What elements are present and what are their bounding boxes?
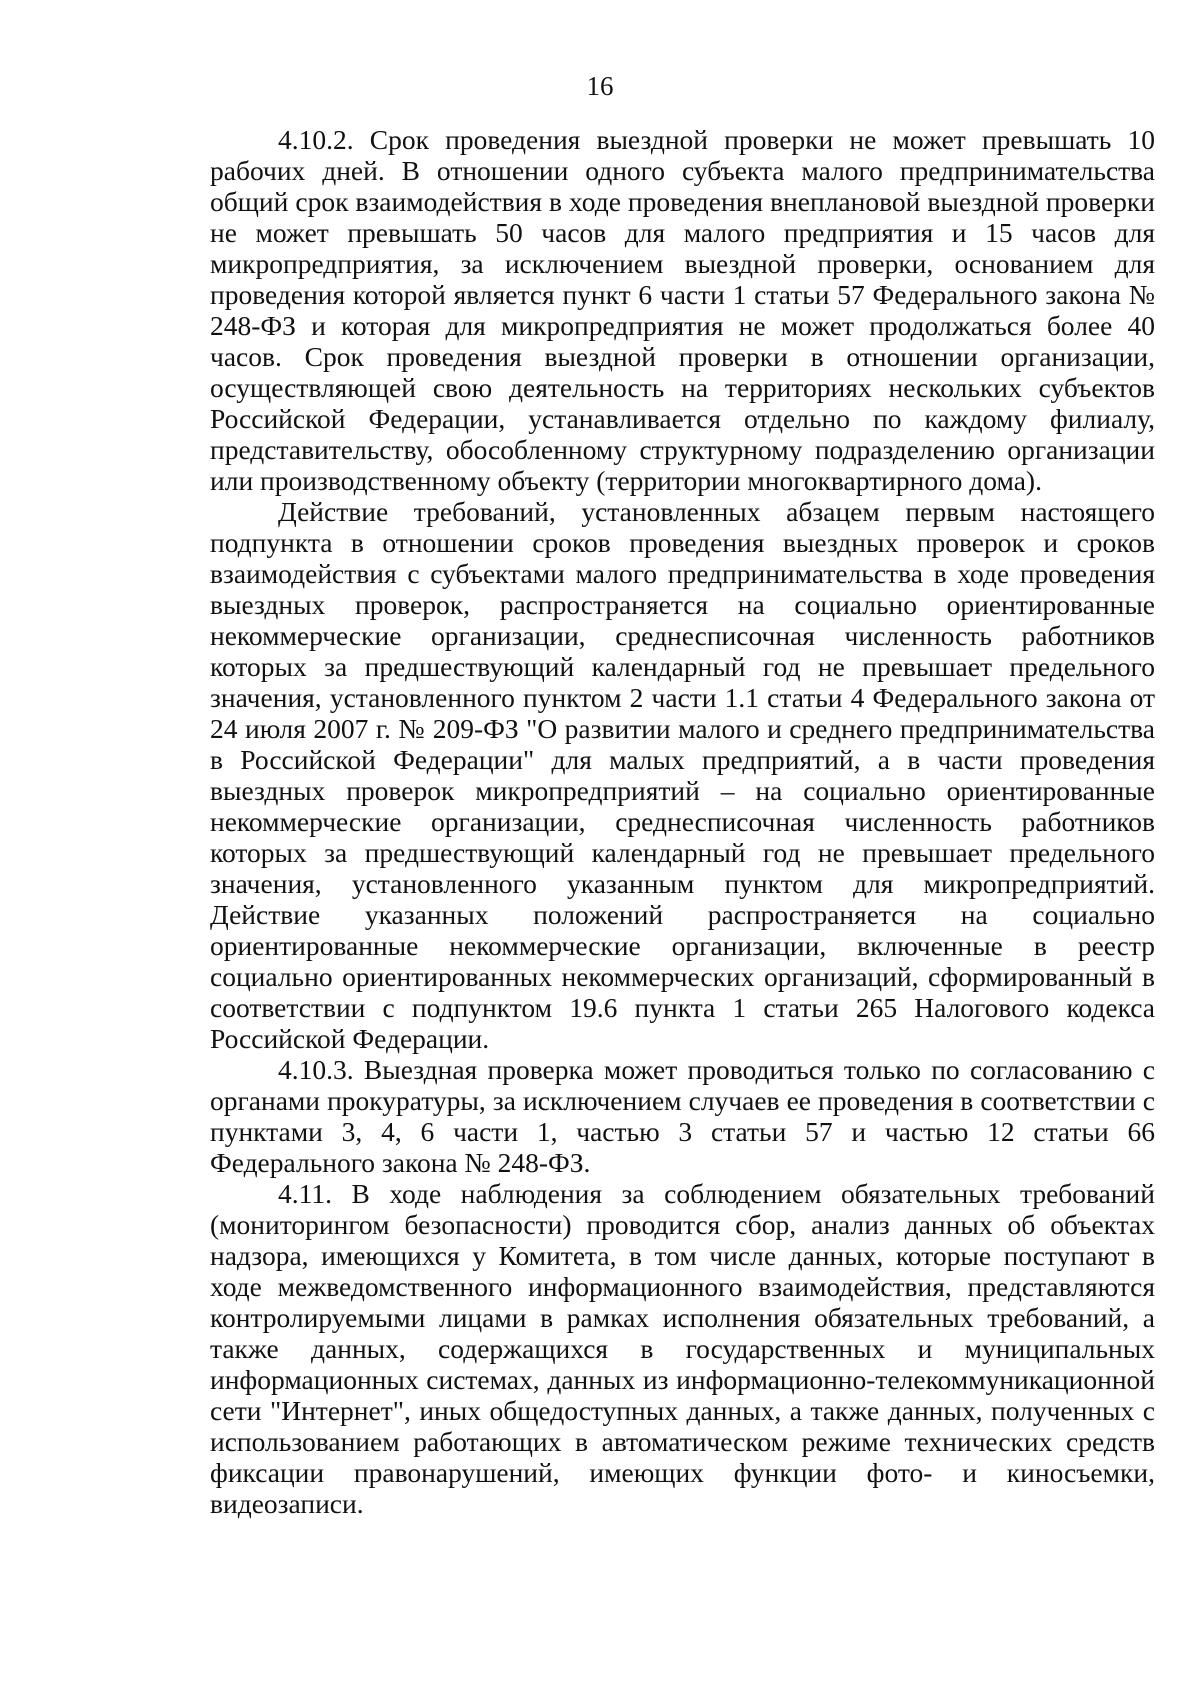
paragraph-4-10-2: 4.10.2. Срок проведения выездной проверки не может превышать 10 рабочих дней. В отношении одного субъекта малого предпринимательства общий срок взаимодействия в ходе проведения внеплановой выездной проверки не может превышать 50 часов для малого предприятия и 15 часов для микропредприятия, за исключением выездной проверки, основанием для проведения которой является пункт 6 части 1 статьи 57 Федерального закона № 248-ФЗ и которая для микропредприятия не может продолжаться более 40 часов. Срок проведения выездной проверки в отношении организации, осуществляющей свою деятельность на территориях нескольких субъектов Российской Федерации, устанавливается отдельно по каждому филиалу, представительству, обособленному структурному подразделению организации или производственному объекту (территории многоквартирного дома). <box>210 124 1155 496</box>
paragraph-4-10-3: 4.10.3. Выездная проверка может проводиться только по согласованию с органами прокуратуры, за исключением случаев ее проведения в соответствии с пунктами 3, 4, 6 части 1, частью 3 статьи 57 и частью 12 статьи 66 Федерального закона № 248-ФЗ. <box>210 1054 1155 1178</box>
paragraph-4-11: 4.11. В ходе наблюдения за соблюдением обязательных требований (мониторингом безопасности) проводится сбор, анализ данных об объектах надзора, имеющихся у Комитета, в том числе данных, которые поступают в ходе межведомственного информационного взаимодействия, представляются контролируемыми лицами в рамках исполнения обязательных требований, а также данных, содержащихся в государственных и муниципальных информационных системах, данных из информационно-телекоммуникационной сети "Интернет", иных общедоступных данных, а также данных, полученных с использованием работающих в автоматическом режиме технических средств фиксации правонарушений, имеющих функции фото- и киносъемки, видеозаписи. <box>210 1178 1155 1519</box>
document-body <box>210 124 1155 1519</box>
page-number: 16 <box>586 71 614 101</box>
paragraph-requirements-scope: Действие требований, установленных абзацем первым настоящего подпункта в отношении сроков проведения выездных проверок и сроков взаимодействия с субъектами малого предпринимательства в ходе проведения выездных проверок, распространяется на социально ориентированные некоммерческие организации, среднесписочная численность работников которых за предшествующий календарный год не превышает предельного значения, установленного пунктом 2 части 1.1 статьи 4 Федерального закона от 24 июля 2007 г. № 209-ФЗ "О развитии малого и среднего предпринимательства в Российской Федерации" для малых предприятий, а в части проведения выездных проверок микропредприятий – на социально ориентированные некоммерческие организации, среднесписочная численность работников которых за предшествующий календарный год не превышает предельного значения, установленного указанным пунктом для микропредприятий. Действие указанных положений распространяется на социально ориентированные некоммерческие организации, включенные в реестр социально ориентированных некоммерческих организаций, сформированный в соответствии с подпунктом 19.6 пункта 1 статьи 265 Налогового кодекса Российской Федерации. <box>210 496 1155 1054</box>
